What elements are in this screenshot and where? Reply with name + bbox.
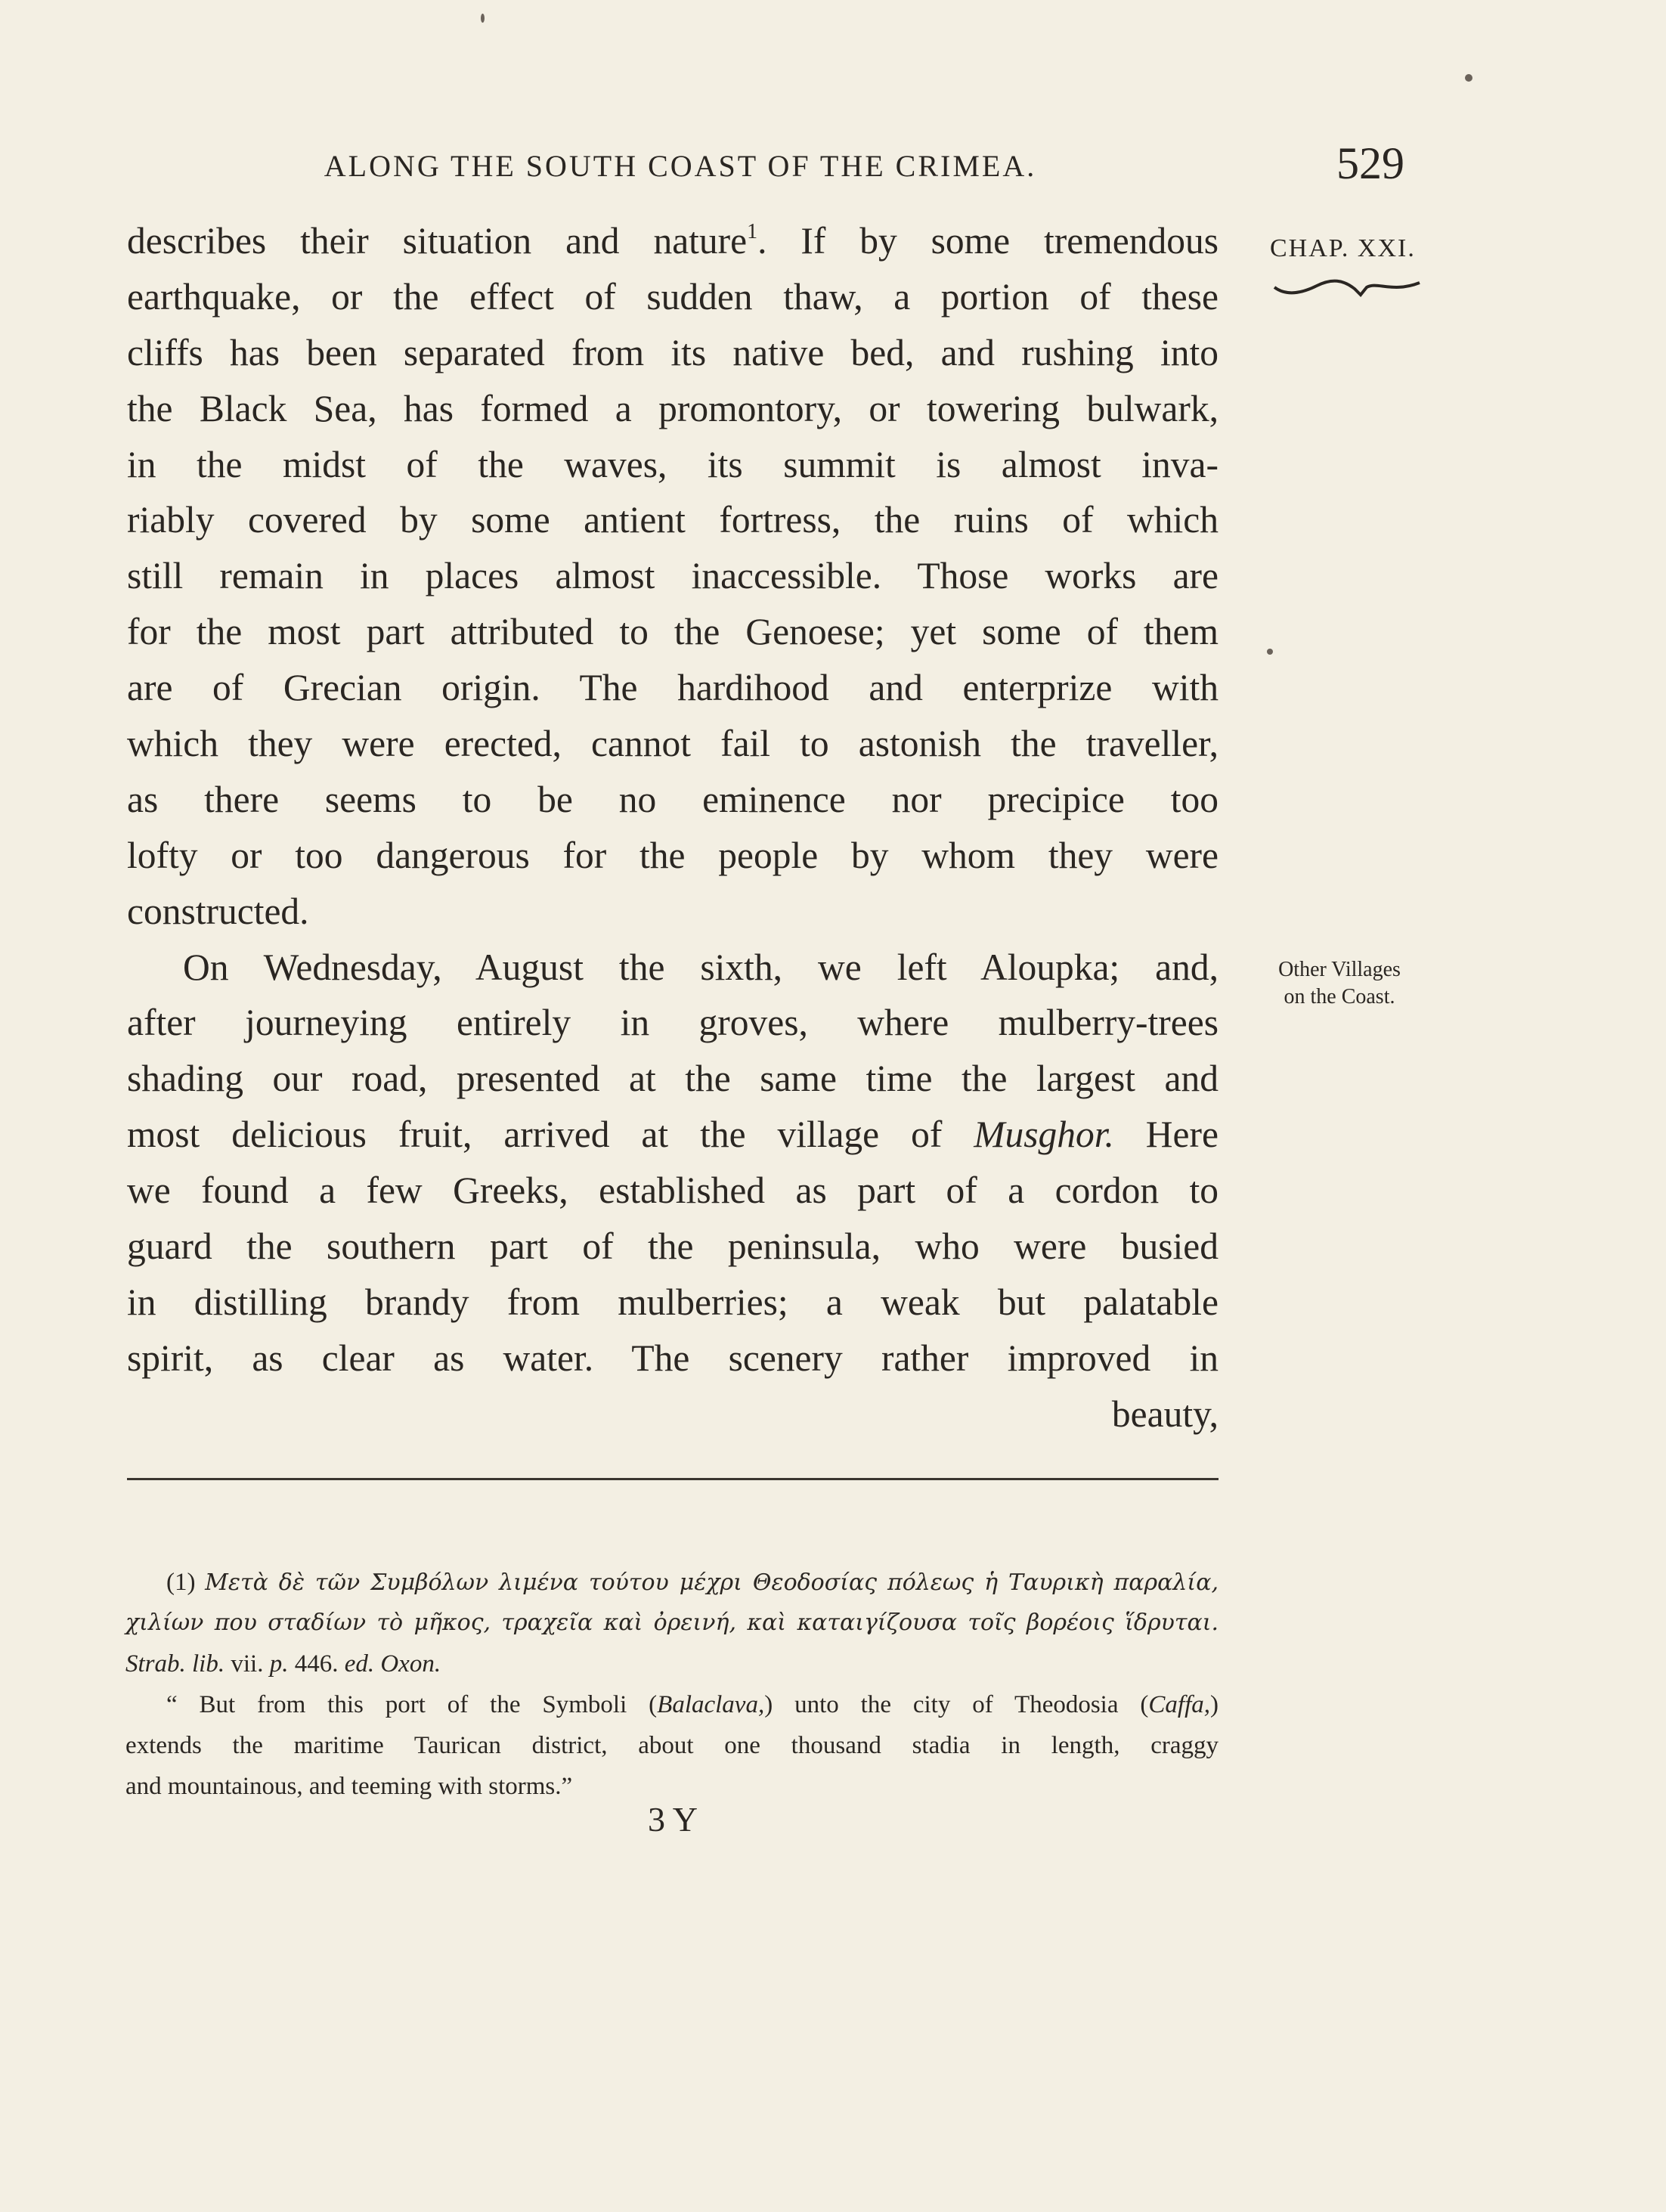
footnote-line: and mountainous, and teeming with storms.” xyxy=(125,1773,573,1800)
margin-note xyxy=(1256,956,1423,1011)
text-line: most delicious fruit, arrived at the village of Musghor. Here xyxy=(127,1114,1219,1156)
text-line: guard the southern part of the peninsula, who were busied xyxy=(127,1225,1219,1268)
text-line: spirit, as clear as water. The scenery rather improved in xyxy=(127,1337,1219,1379)
text-line: we found a few Greeks, established as part of a cordon to xyxy=(127,1170,1219,1212)
text-line: describes their situation and nature$^1$. If by some tremendous xyxy=(127,220,1219,262)
text-line: lofty or too dangerous for the people by whom they were xyxy=(127,834,1219,876)
text-line: still remain in places almost inaccessible. Those works are xyxy=(127,555,1219,597)
catchword: beauty, xyxy=(1111,1393,1219,1435)
footnote-ref: 1 xyxy=(747,220,758,243)
paper-speck xyxy=(1465,74,1472,82)
text-line: as there seems to be no eminence nor precipice too xyxy=(127,778,1219,820)
text-line: for the most part attributed to the Genoese; yet some of them xyxy=(127,611,1219,653)
footnote-line: (1) Μετὰ δὲ τῶν Συμβόλων λιμένα τούτου μέχρι Θεοδοσίας πόλεως ἡ Ταυρικὴ παραλία, xyxy=(166,1569,1219,1596)
running-header: ALONG THE SOUTH COAST OF THE CRIMEA. xyxy=(324,149,1037,183)
page-number: 529 xyxy=(1336,138,1404,188)
text-line: are of Grecian origin. The hardihood and enterprize with xyxy=(127,667,1219,709)
text-line: in distilling brandy from mulberries; a weak but palatable xyxy=(127,1281,1219,1323)
footnote-line: χιλίων που σταδίων τὸ μῆκος, τραχεῖα καὶ ὀρεινή, καὶ καταιγίζουσα τοῖς βορέοις ἵδρυται. xyxy=(125,1609,1219,1636)
footnote-rule xyxy=(127,1478,1219,1480)
chapter-marker: CHAP. XXI. xyxy=(1270,234,1416,262)
text-line: On Wednesday, August the sixth, we left Aloupka; and, xyxy=(183,946,1219,988)
margin-note-line: on the Coast. xyxy=(1284,985,1395,1008)
paper-speck xyxy=(1267,649,1273,655)
text-line: constructed. xyxy=(127,890,309,932)
text-line: in the midst of the waves, its summit is almost inva- xyxy=(127,443,1219,485)
footnotes xyxy=(125,1562,1219,1807)
footnote-citation: Strab. lib. vii. p. 446. ed. Oxon. xyxy=(125,1650,441,1678)
text-line: cliffs has been separated from its native bed, and rushing into xyxy=(127,331,1219,373)
paper-speck xyxy=(481,14,485,23)
footnote-line: “ But from this port of the Symboli (Balaclava,) unto the city of Theodosia (Caffa,) xyxy=(166,1691,1219,1718)
margin-note-line: Other Villages xyxy=(1278,958,1401,981)
signature-mark: 3 Y xyxy=(647,1800,698,1839)
text-line: the Black Sea, has formed a promontory, or towering bulwark, xyxy=(127,387,1219,429)
text-line: earthquake, or the effect of sudden thaw, a portion of these xyxy=(127,275,1219,318)
place-name: Musghor. xyxy=(974,1114,1114,1156)
body-text xyxy=(127,213,1219,1442)
footnote-line: extends the maritime Taurican district, about one thousand stadia in length, craggy xyxy=(125,1732,1219,1759)
flourish-ornament xyxy=(1271,277,1423,307)
text-line: after journeying entirely in groves, where mulberry-trees xyxy=(127,1002,1219,1044)
text-line: which they were erected, cannot fail to astonish the traveller, xyxy=(127,723,1219,765)
text-line: shading our road, presented at the same time the largest and xyxy=(127,1058,1219,1100)
text-line: riably covered by some antient fortress, the ruins of which xyxy=(127,499,1219,541)
